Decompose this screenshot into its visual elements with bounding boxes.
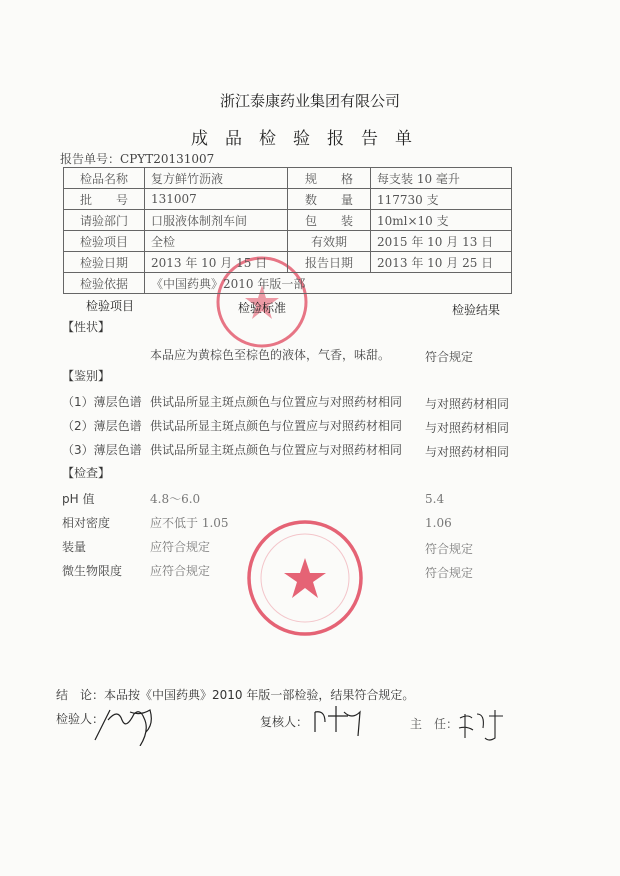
column-item: 检验项目 [86, 299, 135, 313]
inspection-result: 5.4 [425, 492, 445, 506]
inspection-item: 微生物限度 [62, 564, 123, 578]
spec: 每支装 10 毫升 [371, 168, 512, 189]
dept: 口服液体制剂车间 [145, 210, 288, 231]
expiry-label: 有效期 [288, 231, 371, 252]
column-standard: 检验标准 [238, 301, 287, 315]
identification-item: （2）薄层色谱 [62, 419, 142, 433]
inspector-label: 检验人： [56, 712, 105, 726]
table-row [64, 252, 512, 273]
inspection-standard: 应符合规定 [150, 540, 211, 554]
inspection-item: 装量 [62, 540, 87, 554]
report-date-label: 报告日期 [288, 252, 371, 273]
batch: 131007 [145, 189, 288, 210]
quantity-label: 数 量 [288, 189, 371, 210]
product-name-label: 检品名称 [64, 168, 145, 189]
appearance-result: 符合规定 [425, 350, 474, 364]
appearance-standard: 本品应为黄棕色至棕色的液体，气香，味甜。 [150, 348, 391, 362]
quantity: 117730 支 [371, 189, 512, 210]
expiry: 2015 年 10 月 13 日 [371, 231, 512, 252]
test-date: 2013 年 10 月 15 日 [145, 252, 288, 273]
conclusion [56, 686, 414, 703]
document-title: 成品检验报告单 [191, 129, 429, 149]
item-label: 检验项目 [64, 231, 145, 252]
reviewer-signature [310, 702, 370, 742]
inspection-standard: 应符合规定 [150, 564, 211, 578]
inspection-item: 相对密度 [62, 516, 111, 530]
inspection-standard: 4.8～6.0 [150, 492, 201, 506]
table-row [64, 168, 512, 189]
batch-label: 批 号 [64, 189, 145, 210]
inspection-standard: 应不低于 1.05 [150, 516, 229, 530]
product-info-table [63, 167, 512, 294]
dept-label: 请验部门 [64, 210, 145, 231]
column-result: 检验结果 [452, 303, 501, 317]
product-name: 复方鲜竹沥液 [145, 168, 288, 189]
table-row [64, 210, 512, 231]
identification-standard: 供试品所显主斑点颜色与位置应与对照药材相同 [150, 443, 403, 457]
director-label: 主 任： [410, 717, 459, 731]
conclusion-label: 结 论： [56, 688, 105, 702]
company-stamp-bottom [245, 518, 365, 638]
test-date-label: 检验日期 [64, 252, 145, 273]
director-signature [455, 706, 510, 744]
identification-standard: 供试品所显主斑点颜色与位置应与对照药材相同 [150, 419, 403, 433]
inspection-result: 符合规定 [425, 542, 474, 556]
identification-result: 与对照药材相同 [425, 397, 510, 411]
table-row [64, 231, 512, 252]
reviewer-label: 复核人： [260, 715, 309, 729]
item: 全检 [145, 231, 288, 252]
report-number-value: CPYT20131007 [120, 152, 215, 166]
table-row [64, 273, 512, 294]
basis-label: 检验依据 [64, 273, 145, 294]
identification-result: 与对照药材相同 [425, 421, 510, 435]
package: 10ml×10 支 [371, 210, 512, 231]
identification-result: 与对照药材相同 [425, 445, 510, 459]
section-identification: 【鉴别】 [62, 369, 111, 383]
report-date: 2013 年 10 月 25 日 [371, 252, 512, 273]
section-appearance: 【性状】 [62, 320, 111, 334]
identification-item: （1）薄层色谱 [62, 395, 142, 409]
inspection-item: pH 值 [62, 492, 95, 506]
basis: 《中国药典》2010 年版一部 [145, 273, 512, 294]
report-number-label: 报告单号： [60, 152, 121, 166]
identification-standard: 供试品所显主斑点颜色与位置应与对照药材相同 [150, 395, 403, 409]
table-row [64, 189, 512, 210]
package-label: 包 装 [288, 210, 371, 231]
inspection-result: 1.06 [425, 516, 452, 530]
section-inspection: 【检查】 [62, 466, 111, 480]
spec-label: 规 格 [288, 168, 371, 189]
inspection-result: 符合规定 [425, 566, 474, 580]
company-name: 浙江泰康药业集团有限公司 [219, 92, 400, 110]
conclusion-text: 本品按《中国药典》2010 年版一部检验，结果符合规定。 [104, 688, 415, 702]
identification-item: （3）薄层色谱 [62, 443, 142, 457]
report-number [60, 150, 214, 167]
